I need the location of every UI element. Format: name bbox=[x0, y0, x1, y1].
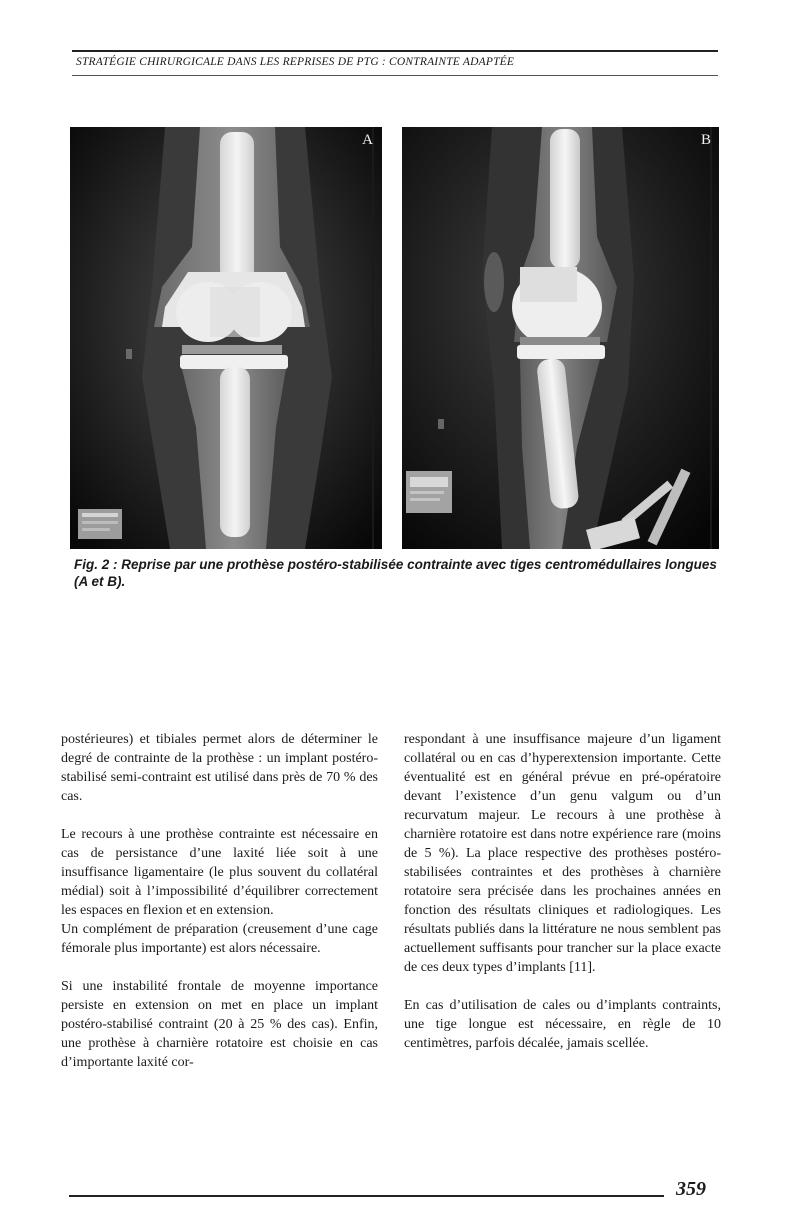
panel-label-b: B bbox=[700, 132, 711, 148]
right-column bbox=[404, 730, 721, 1072]
figure-caption: Fig. 2 : Reprise par une prothèse postéro-stabilisée contrainte avec tiges centromédullaires longues (A et B). bbox=[74, 557, 717, 589]
xray-image-b bbox=[402, 127, 719, 549]
paragraph: Un complément de préparation (creusement d’une cage fémorale plus importante) est alors nécessaire. bbox=[61, 922, 378, 956]
running-head: STRATÉGIE CHIRURGICALE DANS LES REPRISES DE PTG : CONTRAINTE ADAPTÉE bbox=[76, 56, 515, 68]
paragraph: respondant à une insuffisance majeure d’un ligament collatéral ou en cas d’hyperextension importante. Cette éventualité est en général prévue en pré-opératoire devant l’existence d’un genu valgum ou d’un recurvatum majeur. Le recours à une prothèse à charnière rotatoire est dans notre expérience rare (moins de 5 %). La place respective des prothèses postéro-stabilisées contraintes et des prothèses à charnière rotatoire sera précisée dans les prochaines années en fonction des résultats cliniques et radiologiques. Les résultats publiés dans la littérature ne nous semblent pas actuellement suffisants pour trancher sur la place exacte de ces deux types d’implants [11]. bbox=[404, 732, 721, 975]
knee-prosthesis-frontal-radiograph bbox=[70, 127, 382, 549]
paragraph: postérieures) et tibiales permet alors de déterminer le degré de contrainte de la prothèse : un implant postéro-stabilisé semi-contraint est utilisé dans près de 70 % des cas. bbox=[61, 732, 378, 804]
paragraph: En cas d’utilisation de cales ou d’implants contraints, une tige longue est nécessaire, en règle de 10 centimètres, parfois décalée, jamais scellée. bbox=[404, 998, 721, 1051]
panel-label-a: A bbox=[362, 132, 373, 148]
footer-rule bbox=[69, 1195, 664, 1197]
xray-image-a bbox=[70, 127, 382, 549]
header-bottom-rule bbox=[72, 75, 718, 76]
page-number: 359 bbox=[676, 1178, 706, 1200]
paragraph: Le recours à une prothèse contrainte est nécessaire en cas de persistance d’une laxité liée soit à une insuffisance ligamentaire (le plus souvent du collatéral médial) soit à l’impossibilité d’équilibrer correctement les espaces en flexion et en extension. bbox=[61, 827, 378, 918]
left-column bbox=[61, 730, 378, 1091]
paragraph: Si une instabilité frontale de moyenne importance persiste en extension on met en place un implant postéro-stabilisé contraint (20 à 25 % des cas). Enfin, une prothèse à charnière rotatoire est choisie en cas d’importante laxité cor- bbox=[61, 979, 378, 1070]
header-top-rule bbox=[72, 50, 718, 52]
knee-prosthesis-lateral-radiograph bbox=[402, 127, 719, 549]
